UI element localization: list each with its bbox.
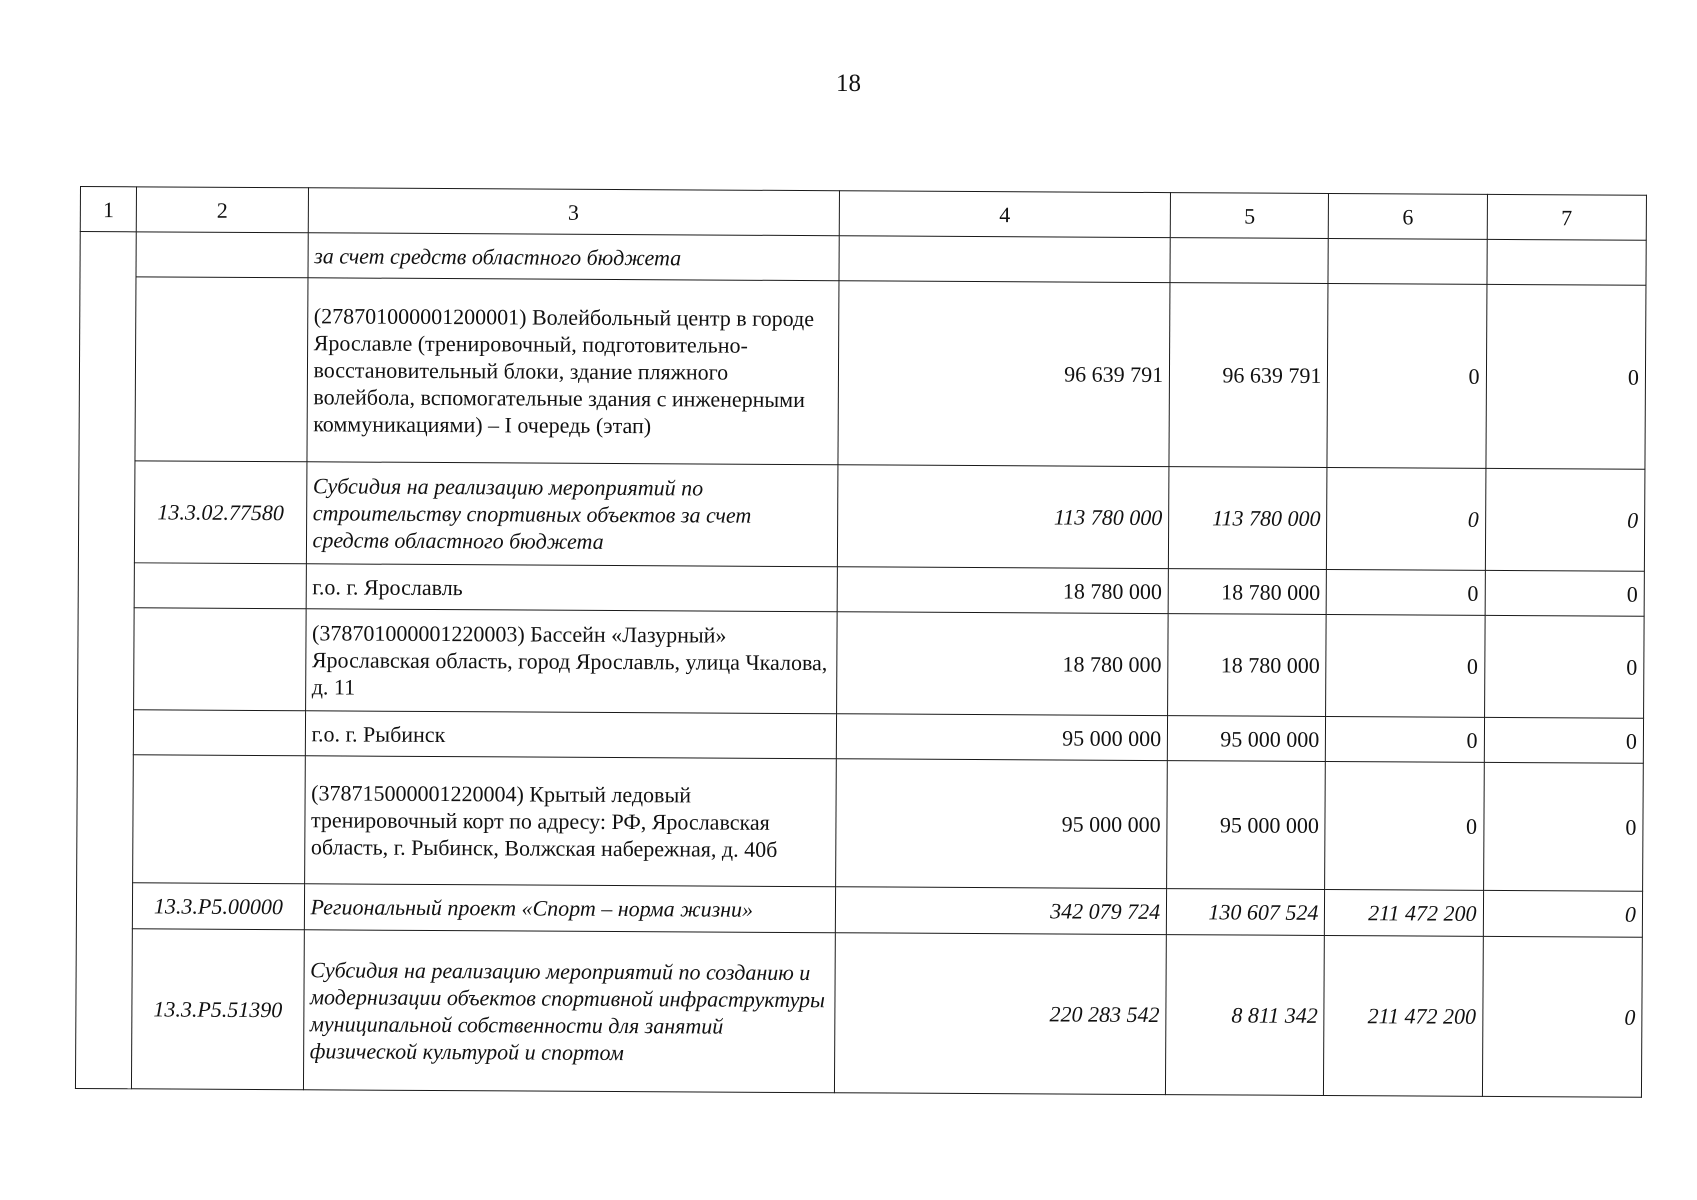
header-col-2: 2 [137, 187, 308, 233]
row-col7: 0 [1484, 717, 1644, 763]
row-name: (278701000001200001) Волейбольный центр в городе Ярославле (тренировочный, подготовительно-восстановительный блоки, здание пляжного волейбола, вспомогательные здания с инженерными коммуникациями) – I очередь (этап) [307, 278, 839, 465]
header-col-1: 1 [80, 187, 137, 232]
row-total: 95 000 000 [835, 759, 1167, 889]
row-code [134, 710, 305, 756]
row-col5: 96 639 791 [1169, 283, 1328, 468]
row-name: (378701000001220003) Бассейн «Лазурный» Ярославская область, город Ярославль, улица Чкалова, д. 11 [305, 609, 837, 714]
header-col-3: 3 [308, 188, 839, 236]
row-code: 13.3.P5.51390 [132, 929, 304, 1090]
row-col6: 0 [1325, 761, 1484, 890]
row-total: 342 079 724 [835, 887, 1167, 935]
row-col6: 0 [1327, 283, 1486, 468]
page-number: 18 [836, 70, 861, 97]
row-col6: 211 472 200 [1324, 935, 1483, 1096]
row-col6: 0 [1327, 467, 1486, 570]
row-col5 [1170, 238, 1328, 284]
row-code [134, 608, 306, 711]
row-col6: 0 [1326, 614, 1485, 717]
budget-table [75, 186, 1647, 1098]
row-col7: 0 [1483, 890, 1643, 937]
row-col6: 0 [1327, 569, 1485, 615]
row-total: 96 639 791 [838, 281, 1171, 467]
row-name: г.о. г. Рыбинск [305, 711, 836, 759]
row-col5: 18 780 000 [1168, 614, 1327, 717]
header-col-5: 5 [1170, 193, 1328, 239]
row-col5: 130 607 524 [1167, 889, 1325, 936]
row-total: 95 000 000 [836, 714, 1168, 761]
row-code [136, 232, 307, 278]
row-col5: 95 000 000 [1167, 761, 1326, 890]
row-col7: 0 [1483, 762, 1643, 891]
row-col7: 0 [1482, 936, 1642, 1097]
row-name: Субсидия на реализацию мероприятий по созданию и модернизации объектов спортивной инфраструктуры муниципальной собственности для занятий физической культурой и спортом [303, 930, 835, 1093]
merged-col-1-cell [75, 232, 136, 1089]
row-total: 18 780 000 [836, 612, 1168, 716]
header-col-7: 7 [1487, 194, 1647, 240]
row-name: (378715000001220004) Крытый ледовый тренировочный корт по адресу: РФ, Ярославская область, г. Рыбинск, Волжская набережная, д. 40б [304, 756, 836, 887]
row-code [134, 563, 305, 609]
row-code: 13.3.P5.00000 [133, 883, 304, 930]
table-row [79, 277, 1646, 470]
row-col7: 0 [1485, 468, 1645, 571]
table-row [78, 607, 1645, 718]
row-col7: 0 [1486, 284, 1646, 469]
row-col5: 95 000 000 [1167, 716, 1325, 762]
row-col6: 211 472 200 [1325, 889, 1483, 936]
row-name: Региональный проект «Спорт – норма жизни» [304, 884, 835, 933]
row-code [133, 755, 305, 884]
row-col7: 0 [1485, 570, 1645, 616]
table-row [77, 754, 1644, 891]
row-code: 13.3.02.77580 [135, 461, 307, 564]
header-col-6: 6 [1329, 193, 1487, 239]
row-total: 113 780 000 [837, 465, 1169, 569]
row-col6 [1328, 238, 1486, 284]
row-col7 [1487, 239, 1647, 285]
row-col7: 0 [1484, 615, 1644, 718]
row-col5: 113 780 000 [1169, 467, 1328, 570]
table-row [78, 460, 1645, 571]
row-col5: 18 780 000 [1168, 569, 1326, 615]
row-total: 220 283 542 [834, 933, 1166, 1095]
row-col5: 8 811 342 [1166, 935, 1325, 1096]
row-name: г.о. г. Ярославль [306, 564, 837, 612]
header-col-4: 4 [839, 191, 1171, 238]
row-code [135, 277, 307, 462]
row-name: за счет средств областного бюджета [308, 233, 839, 281]
row-col6: 0 [1326, 716, 1484, 762]
row-total [839, 236, 1171, 283]
row-name: Субсидия на реализацию мероприятий по строительству спортивных объектов за счет средств областного бюджета [306, 462, 838, 567]
row-total: 18 780 000 [837, 567, 1169, 614]
table-row [75, 928, 1642, 1097]
